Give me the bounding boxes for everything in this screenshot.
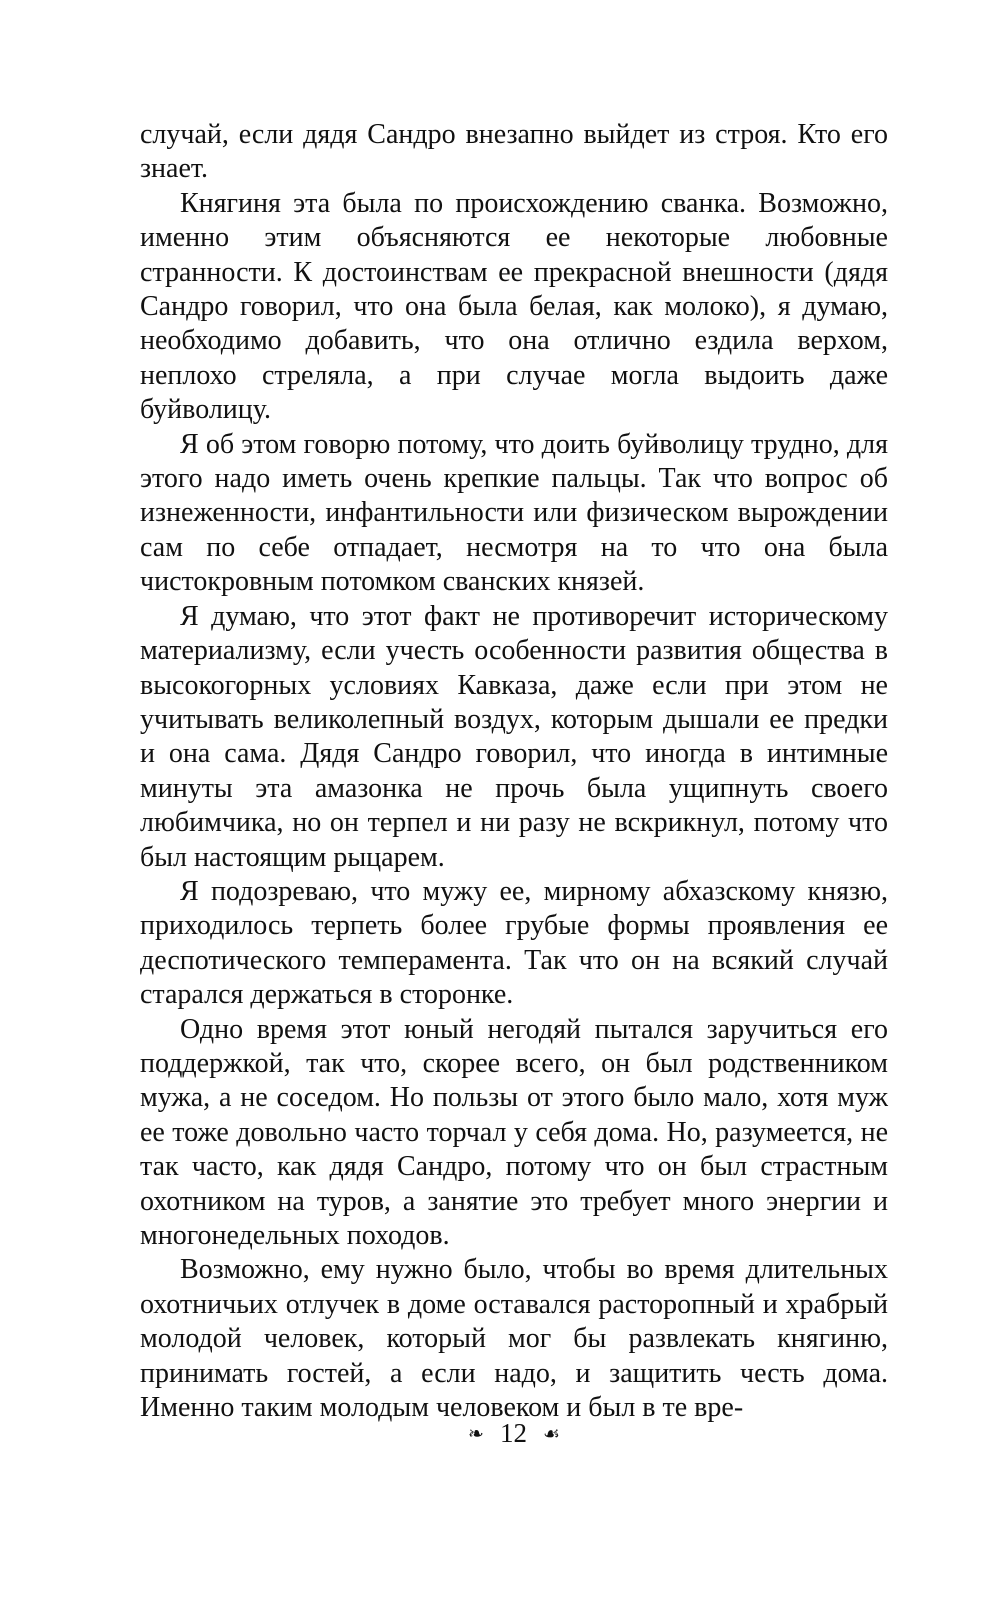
fleuron-left-icon: ❧ <box>468 1423 484 1445</box>
paragraph: случай, если дядя Сандро внезапно выйдет из строя. Кто его знает. <box>140 119 888 185</box>
text-block <box>140 118 888 1425</box>
paragraph: Я думаю, что этот факт не противоречит историческому материализму, если учесть особенности развития общества в высокогорных условиях Кавказа, даже если при этом не учитывать великолепный воздух, которым дышали ее предки и она сама. Дядя Сандро говорил, что иногда в интимные минуты эта амазонка не прочь была ущипнуть своего любимчика, но он терпел и ни разу не вскрикнул, потому что был настоящим рыцарем. <box>140 600 888 873</box>
paragraph: Я об этом говорю потому, что доить буйволицу трудно, для этого надо иметь очень крепкие пальцы. Так что вопрос об изнеженности, инфантильности или физическом вырождении сам по себе отпадает, несмотря на то что она была чистокровным потомком сванских князей. <box>140 428 888 598</box>
page-number: 12 <box>499 1418 527 1448</box>
paragraph: Возможно, ему нужно было, чтобы во время длительных охотничьих отлучек в доме оставался расторопный и храбрый молодой человек, который мог бы развлекать княгиню, принимать гостей, а если надо, и защитить честь дома. Именно таким молодым человеком и был в те вре- <box>140 1254 888 1424</box>
fleuron-right-icon: ☙ <box>542 1423 560 1445</box>
paragraph: Княгиня эта была по происхождению сванка. Возможно, именно этим объясняются ее некоторые любовные странности. К достоинствам ее прекрасной внешности (дядя Сандро говорил, что она была белая, как молоко), я думаю, необходимо добавить, что она отлично ездила верхом, неплохо стреляла, а при случае могла выдоить даже буйволицу. <box>140 187 888 426</box>
footer <box>140 1418 888 1449</box>
paragraph: Одно время этот юный негодяй пытался заручиться его поддержкой, так что, скорее всего, он был родственником мужа, а не соседом. Но пользы от этого было мало, хотя муж ее тоже довольно часто торчал у себя дома. Но, разумеется, не так часто, как дядя Сандро, потому что он был страстным охотником на туров, а занятие это требует много энергии и многонедельных походов. <box>140 1013 888 1251</box>
paragraph: Я подозреваю, что мужу ее, мирному абхазскому князю, приходилось терпеть более грубые формы проявления ее деспотического темперамента. Так что он на всякий случай старался держаться в сторонке. <box>140 875 888 1011</box>
